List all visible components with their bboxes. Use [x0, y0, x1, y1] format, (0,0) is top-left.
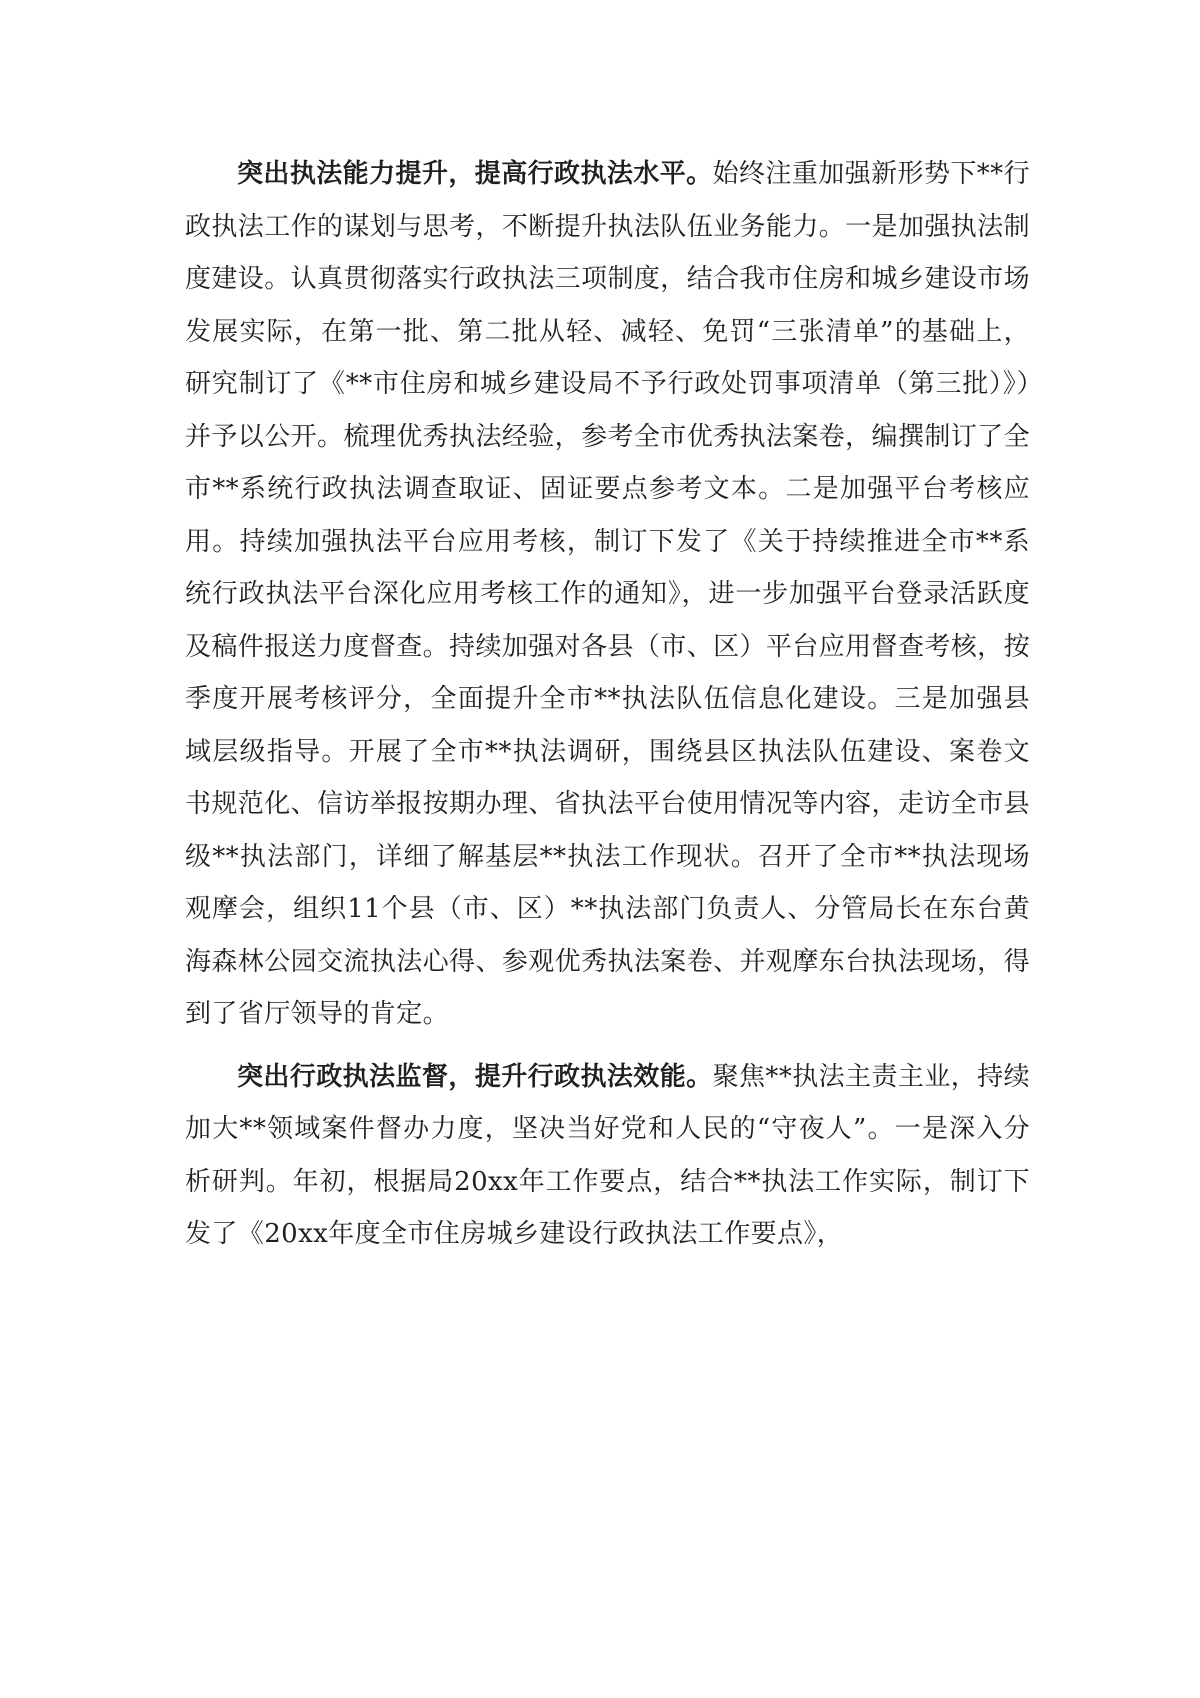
- paragraph-1-body: 始终注重加强新形势下**行政执法工作的谋划与思考，不断提升执法队伍业务能力。一是加强执法制度建设。认真贯彻落实行政执法三项制度，结合我市住房和城乡建设市场发展实际，在第一批、第二批从轻、减轻、免罚“三张清单”的基础上，研究制订了《**市住房和城乡建设局不予行政处罚事项清单（第三批）》）并予以公开。梳理优秀执法经验，参考全市优秀执法案卷，编撰制订了全市**系统行政执法调查取证、固证要点参考文本。二是加强平台考核应用。持续加强执法平台应用考核，制订下发了《关于持续推进全市**系统行政执法平台深化应用考核工作的通知》，进一步加强平台登录活跃度及稿件报送力度督查。持续加强对各县（市、区）平台应用督查考核，按季度开展考核评分，全面提升全市**执法队伍信息化建设。三是加强县域层级指导。开展了全市**执法调研，围绕县区执法队伍建设、案卷文书规范化、信访举报按期办理、省执法平台使用情况等内容，走访全市县级**执法部门，详细了解基层**执法工作现状。召开了全市**执法现场观摩会，组织11个县（市、区）**执法部门负责人、分管局长在东台黄海森林公园交流执法心得、参观优秀执法案卷、并观摩东台执法现场，得到了省厅领导的肯定。: [185, 159, 1031, 1029]
- paragraph-1: [185, 148, 1030, 1041]
- paragraph-2-heading: 突出行政执法监督，提升行政执法效能。: [237, 1061, 713, 1092]
- paragraph-2: [185, 1051, 1030, 1261]
- document-page: [185, 148, 1030, 1271]
- paragraph-1-heading: 突出执法能力提升，提高行政执法水平。: [237, 159, 713, 189]
- paragraph-2-body: 聚焦**执法主责主业，持续加大**领域案件督办力度，坚决当好党和人民的“守夜人”。一是深入分析研判。年初，根据局20xx年工作要点，结合**执法工作实际，制订下发了《20xx年度全市住房城乡建设行政执法工作要点》，: [185, 1061, 1031, 1249]
